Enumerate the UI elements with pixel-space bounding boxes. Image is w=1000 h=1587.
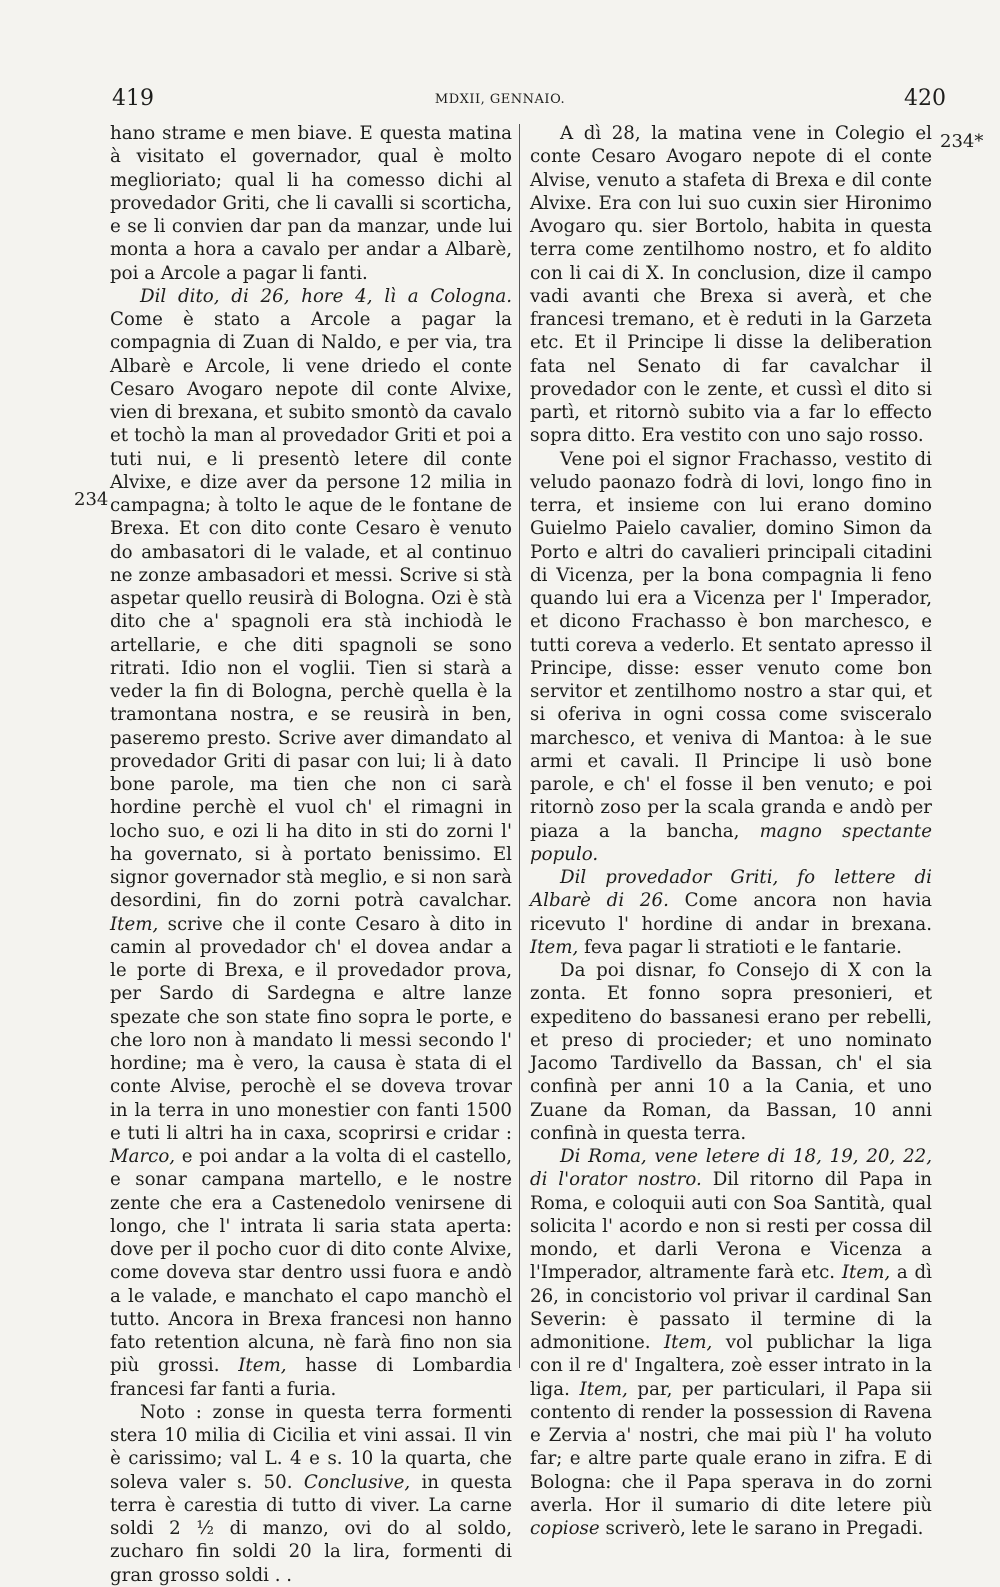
cry-word: Marco, bbox=[110, 1146, 176, 1167]
margin-note-left: 234 bbox=[74, 489, 109, 510]
paragraph bbox=[530, 448, 932, 867]
paragraph bbox=[530, 122, 932, 448]
text: Da poi disnar, fo Consejo di X con la zonta. Et fonno sopra presonieri, et expediteno do bassanesi erano per rebelli, et preso di procieder; et uno nominato Jacomo Tardivello da Bassan, ch' el sia confinà per anni 10 a la Cania, et uno Zuane da Roman, da Bassan, 10 anni confinà in questa terra. bbox=[530, 960, 932, 1144]
right-page-number: 420 bbox=[904, 86, 946, 111]
text: Vene poi el signor Frachasso, vestito di veludo paonazo fodrà di lovi, longo fino in terra, et insieme con lui erano domino Guielmo Paielo cavalier, domino Simon da Porto e altri do cavalieri principali citadini di Vicenza, per la bona compagnia li feno quando lui era a Vicenza per l' Imperador, et dicono Frachasso è bon marchesco, e tutti coreva a vederlo. Et sentato apresso il Principe, disse: esser venuto come bon servitor et zentilhomo nostro a star qui, et si oferiva in ogni cossa come svisceralo marchesco, et veniva di Mantoa: à le sue armi et cavali. Il Principe li usò bone parole, e ch' el fosse il ben venuto; e poi ritornò zoso per la scala granda e andò per piaza a la bancha, bbox=[530, 448, 932, 842]
paragraph bbox=[530, 959, 932, 1145]
conclusion-marker: Conclusive, bbox=[303, 1471, 411, 1493]
text: Come è stato a Arcole a pagar la compagnia di Zuan di Naldo, e per via, tra Albarè e Arcole, li vene driedo el conte Cesaro Avogaro nepote dil conte Alvixe, vien di brexana, et subito smontò da cavalo et tochò la man al provedador Griti et poi a tuti nui, e li presentò letere dil conte Alvixe, e dize aver da persone 12 milia in campagna; à tolto le aque de le fontane de Brexa. Et con dito conte Cesaro è venuto do ambasatori di le valade, et al continuo ne zonze ambasadori et messi. Scrive si stà aspetar quello reusirà di Bologna. Ozi è stà dito che a' spagnoli era stà inchiodà le artellarie, e che diti spagnoli se sono ritrati. Idio non el voglii. Tien si starà a veder la fin di Bologna, perchè quella è la tramontana nostra, e se reusirà in ben, paseremo presto. Scrive aver dimandato al provedador Griti di pasar con lui; li à dato bone parole, ma tien che non ci sarà hordine perchè el vuol ch' el rimagni in locho suo, e ozi li ha dito in sti do zorni l' ha governato, si à portato benissimo. El signor governador stà meglio, e si non sarà desordini, fin do zorni potrà cavalchar. bbox=[110, 309, 512, 912]
text: A dì 28, la matina vene in Colegio el conte Cesaro Avogaro nepote di el conte Alvise, venuto a stafeta di Brexa e dil conte Alvixe. Era con lui suo cuxin sier Hironimo Avogaro qu. sier Bortolo, habita in questa terra come zentilhomo nostro, et fo aldito con li cai di X. In conclusion, dize il campo vadi avanti che Brexa si averà, et che francesi tremano, et è reduti in la Garzeta etc. Et il Principe li disse la deliberation fata nel Senato di far cavalchar il provedador con le zente, et cussì el dito si partì, et ritornò subito via a far lo effecto sopra ditto. Era vestito con uno sajo rosso. bbox=[530, 123, 932, 447]
paragraph bbox=[530, 1145, 932, 1540]
paragraph bbox=[110, 285, 512, 1401]
text: in questa terra è carestia di tutto di viver. La carne soldi 2 ½ di manzo, ovi do al soldo, zucharo fin soldi 20 la lira, formenti di gran grosso soldi . . bbox=[110, 1471, 512, 1586]
text: scrive che il conte Cesaro à dito in camin al provedador ch' el dovea andar a le porte di Brexa, e il provedador prova, per Sardo di Sardegna e altre lanze spezate che son state fino sopra le porte, e che loro non à mandato li messi secondo l' hordine; ma è vero, la causa è stata di el conte Alvise, perochè el se doveva trovar in la terra in uno monestier con fanti 1500 e tuti li altri ha in caxa, scoprirsi e cridar : bbox=[110, 913, 512, 1144]
text: feva pagar li stratioti e le fantarie. bbox=[584, 936, 902, 958]
entry-heading: Di Roma, vene letere di 18, 19, 20, 22, di l'orator nostro. bbox=[530, 1146, 932, 1191]
entry-heading: Dil dito, di 26, hore 4, lì a Cologna. bbox=[140, 285, 512, 307]
item-marker: Item, bbox=[530, 936, 579, 958]
text: hasse di Lombardia francesi far fanti a furia. bbox=[110, 1355, 512, 1400]
item-marker: Item, bbox=[841, 1262, 891, 1284]
text: hano strame e men biave. E questa matina à visitato el governador, qual è molto meglioriato; qual li ha comesso dichi al provedador Griti, che li cavalli si scorticha, e se li convien dar pan da manzar, unde lui monta a hora a cavalo per andar a Albarè, poi a Arcole a pagar li fanti. bbox=[110, 123, 512, 284]
paragraph bbox=[110, 1401, 512, 1587]
text: Come ancora non havia ricevuto l' hordine di andar in brexana. bbox=[530, 890, 932, 935]
italic-word: copiose bbox=[530, 1518, 600, 1539]
column-divider bbox=[519, 124, 520, 1368]
left-column bbox=[110, 122, 512, 1587]
margin-note-right: 234* bbox=[940, 131, 984, 152]
text: par, per particulari, il Papa sii contento di render la possession di Ravena e Zervia a' nostri, che mai più l' ha voluto far; e altre parte quale erano in zifra. E di Bologna: che il Papa sperava in do zorni averla. Hor il sumario di dite letere più bbox=[530, 1378, 932, 1516]
text: e poi andar a la volta di el castello, e sonar campana martello, e le nostre zente che era a Castenedolo venirsene di longo, che l' intrata li saria stata aperta: dove per il pocho cuor di dito conte Alvixe, come doveva star dentro ussi fuora e andò a le valade, e manchato el capo manchò el tutto. Ancora in Brexa francesi non hanno fato retention alcuna, nè farà fino non sia più grossi. bbox=[110, 1146, 512, 1377]
item-marker: Item, bbox=[110, 913, 159, 935]
italic-phrase: magno spectante populo. bbox=[530, 820, 932, 865]
entry-heading: Dil provedador Griti, fo lettere di Albarè di 26. bbox=[530, 867, 932, 912]
paragraph bbox=[110, 122, 512, 285]
item-marker: Item, bbox=[664, 1332, 713, 1353]
text: a dì 26, in concistorio vol privar il cardinal San Severin: è passato il termine di la admonitione. bbox=[530, 1262, 932, 1353]
right-column bbox=[530, 122, 932, 1540]
text: Dil ritorno dil Papa in Roma, e coloquii auti con Soa Santità, qual solicita l' acordo e non si resti per cossa dil mondo, et darli Verona e Vicenza a l'Imperador, altramente farà etc. bbox=[530, 1169, 932, 1284]
item-marker: Item, bbox=[579, 1378, 628, 1400]
left-page-number: 419 bbox=[112, 86, 154, 111]
text: vol publichar la liga con il re d' Ingaltera, zoè esser intrato in la liga. bbox=[530, 1332, 932, 1400]
running-title: MDXII, GENNAIO. bbox=[434, 92, 566, 107]
text: Noto : zonse in questa terra formenti stera 10 milia di Cicilia et vini assai. Il vin è carissimo; val L. 4 e s. 10 la quarta, che soleva valer s. 50. bbox=[110, 1401, 512, 1493]
text: scriverò, lete le sarano in Pregadi. bbox=[605, 1518, 924, 1539]
paragraph bbox=[530, 866, 932, 959]
item-marker: Item, bbox=[238, 1355, 287, 1377]
